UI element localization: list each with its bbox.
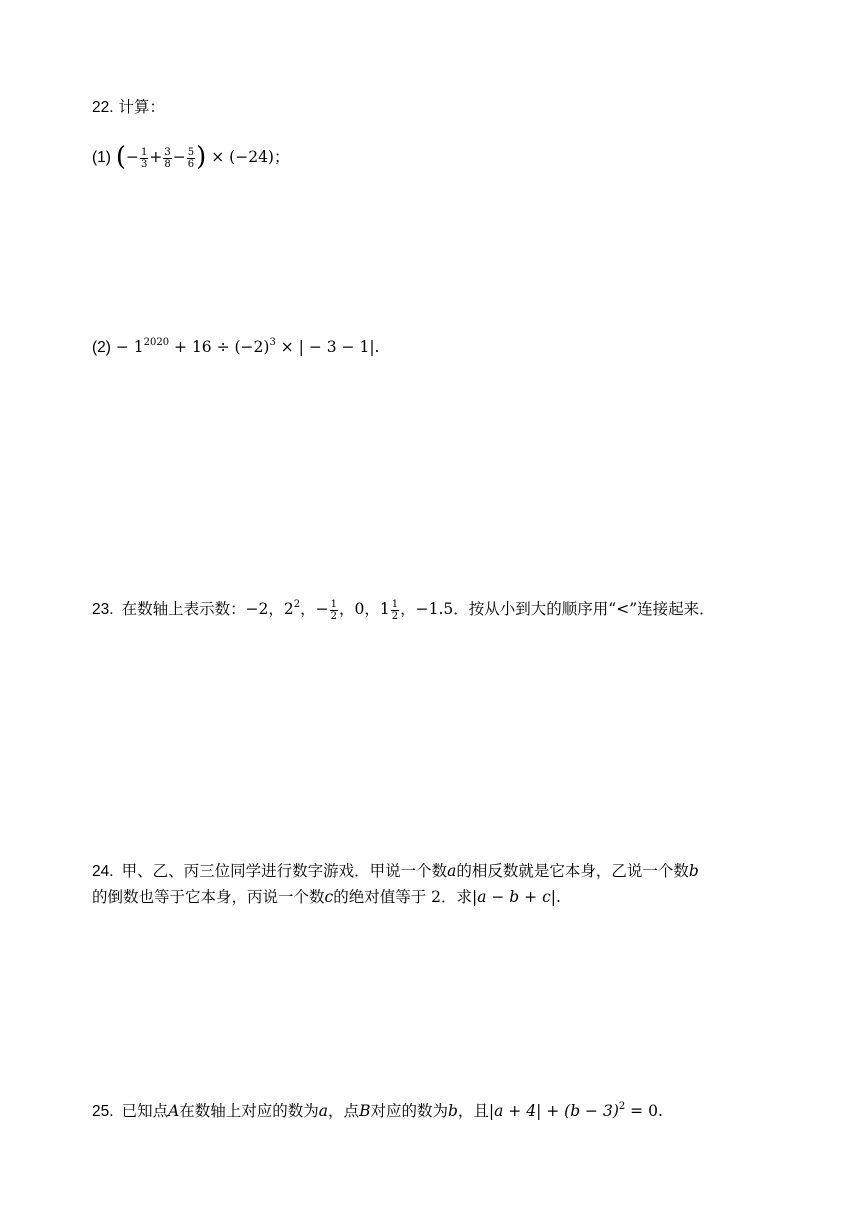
part-label: (1) bbox=[92, 149, 111, 166]
question-25 bbox=[92, 1100, 663, 1123]
fraction-3: $\frac{5}{6}$ bbox=[187, 146, 195, 170]
variable-a: a bbox=[318, 1102, 329, 1120]
text-lead: 在数轴上表示数：−2，2 bbox=[121, 600, 294, 618]
question-22-heading bbox=[92, 96, 165, 119]
fraction-2: $\frac{3}{8}$ bbox=[164, 146, 171, 170]
part-label: (2) bbox=[92, 339, 111, 356]
sign: + bbox=[149, 148, 163, 166]
expression-tail: × (−24)； bbox=[206, 148, 290, 166]
text: ，且 bbox=[457, 1102, 489, 1120]
text: . bbox=[657, 1102, 663, 1120]
exponent: 2020 bbox=[143, 337, 170, 348]
expression-mid: + 16 ÷ (−2) bbox=[169, 338, 270, 356]
sign: − bbox=[126, 148, 140, 166]
question-title: 计算： bbox=[118, 98, 166, 116]
expression-lead: − 1 bbox=[110, 338, 144, 356]
text: . bbox=[555, 888, 561, 906]
fraction-half: $\frac{1}{2}$ bbox=[391, 598, 399, 622]
text: ，− bbox=[300, 600, 329, 618]
expression-tail: × | − 3 − 1|. bbox=[275, 338, 380, 356]
text-tail: ，−1.5．按从小到大的顺序用“<”连接起来． bbox=[400, 600, 715, 618]
exponent: 2 bbox=[618, 1101, 626, 1112]
exponent: 2 bbox=[293, 599, 301, 610]
text: 的相反数就是它本身，乙说一个数 bbox=[456, 862, 689, 880]
text: 的倒数也等于它本身，丙说一个数 bbox=[92, 888, 325, 906]
question-24-line-1 bbox=[92, 860, 699, 883]
text: 甲、乙、丙三位同学进行数字游戏．甲说一个数 bbox=[121, 862, 448, 880]
question-24-line-2 bbox=[92, 886, 561, 908]
expression: = 0 bbox=[625, 1102, 658, 1120]
variable-b: b bbox=[447, 1102, 458, 1120]
variable-B: B bbox=[359, 1102, 371, 1120]
question-22-part-2 bbox=[92, 336, 379, 359]
question-number: 25. bbox=[92, 1103, 114, 1120]
variable-a: a bbox=[447, 862, 457, 880]
exponent: 3 bbox=[269, 337, 276, 348]
paren-open: ( bbox=[115, 142, 127, 172]
expression: |a − b + c| bbox=[472, 888, 556, 906]
question-number: 23. bbox=[92, 601, 114, 618]
question-22-part-1 bbox=[92, 142, 290, 172]
question-number: 24. bbox=[92, 863, 114, 880]
text: 已知点 bbox=[121, 1102, 169, 1120]
text: ，0，1 bbox=[339, 600, 390, 618]
expression: |a + 4| + (b − 3) bbox=[488, 1102, 619, 1120]
sign: − bbox=[172, 148, 186, 166]
variable-c: c bbox=[324, 888, 334, 906]
paren-close: ) bbox=[196, 142, 207, 172]
variable-A: A bbox=[168, 1102, 180, 1120]
text: ，点 bbox=[328, 1102, 360, 1120]
text: 在数轴上对应的数为 bbox=[179, 1102, 319, 1120]
text: 的绝对值等于 2．求 bbox=[333, 888, 472, 906]
question-number: 22. bbox=[92, 99, 114, 116]
variable-b: b bbox=[688, 862, 699, 880]
fraction-half: $\frac{1}{2}$ bbox=[330, 598, 338, 622]
question-23 bbox=[92, 598, 715, 622]
text: 对应的数为 bbox=[370, 1102, 448, 1120]
fraction-1: $\frac{1}{3}$ bbox=[141, 146, 148, 170]
